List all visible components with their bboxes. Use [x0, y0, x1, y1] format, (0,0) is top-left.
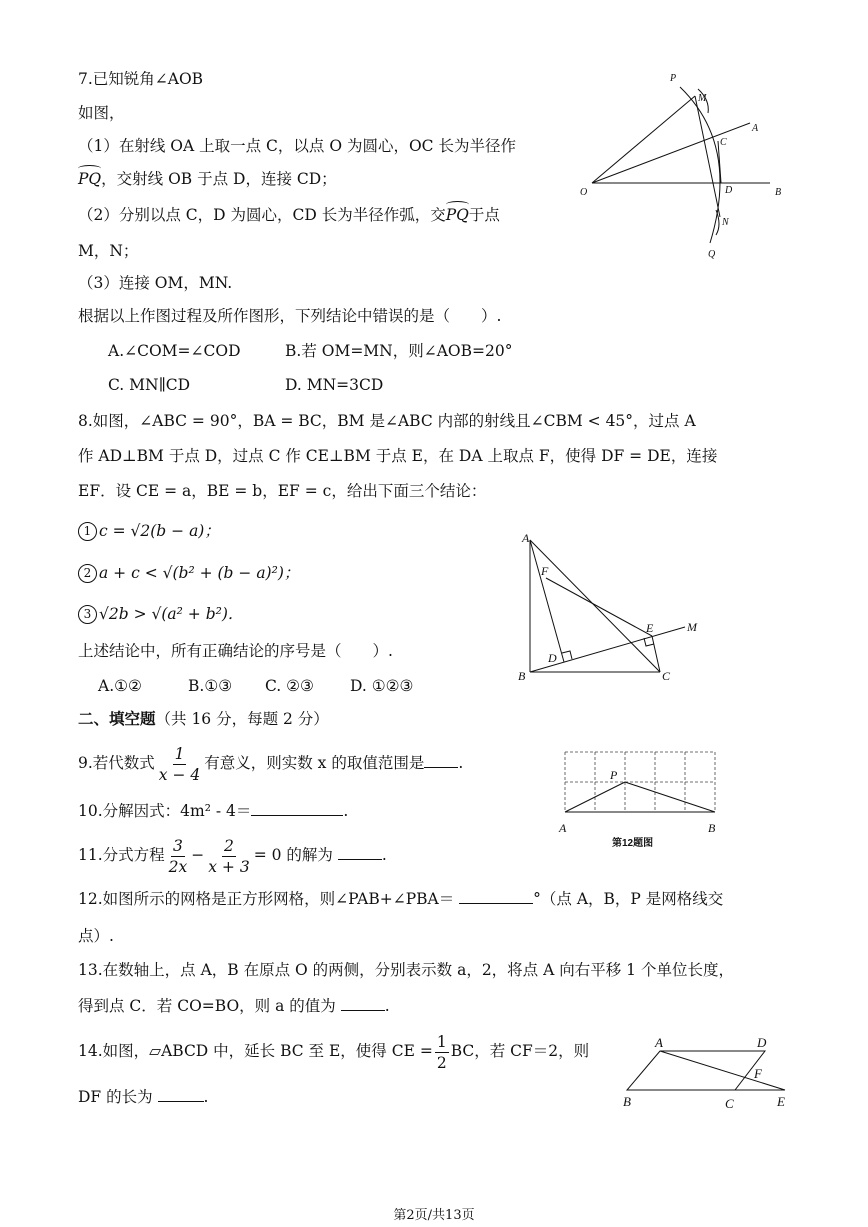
q12-figure-caption: 第12题图 — [612, 838, 654, 849]
segment-ce — [652, 636, 660, 672]
section-title: 二、填空题 — [78, 709, 156, 728]
q8-option-c: C. ②③ — [265, 677, 314, 695]
q11-answer-blank[interactable] — [338, 859, 382, 860]
label-m: M — [687, 620, 697, 634]
conclusion-number-2: 2 — [78, 564, 97, 583]
q7-arc-pq: PQ — [78, 170, 102, 188]
label-a: A — [522, 531, 530, 545]
label-b: B — [708, 821, 716, 835]
q7-step2b: 于点 — [468, 206, 500, 224]
grid-lines — [565, 752, 715, 812]
label-f: F — [754, 1066, 762, 1081]
label-n: N — [722, 217, 729, 228]
q11-denominator-1: 2x — [168, 857, 188, 876]
label-d: D — [548, 651, 557, 665]
q14-denominator: 2 — [436, 1053, 447, 1072]
segment-om — [592, 96, 695, 183]
label-a: A — [655, 1035, 663, 1050]
q7-intro: 如图， — [78, 104, 125, 122]
q12-answer-blank[interactable] — [459, 903, 533, 904]
section-note: （共 16 分，每题 2 分） — [155, 710, 329, 728]
q7-step1a: （1）在射线 OA 上取一点 C，以点 O 为圆心，OC 长为半径作 — [78, 137, 516, 155]
q11-fraction-1 — [167, 836, 190, 877]
q7-figure — [570, 65, 795, 265]
label-p: P — [670, 73, 677, 84]
arc-n — [716, 210, 719, 235]
q11-minus: − — [191, 846, 205, 864]
label-f: F — [541, 564, 549, 578]
label-p: P — [610, 768, 618, 782]
q8-conclusion-1 — [78, 520, 220, 542]
label-d: D — [757, 1035, 767, 1050]
q7-title: 7.已知锐角∠AOB — [78, 70, 204, 88]
label-m: M — [698, 93, 707, 104]
q11-fraction-2 — [206, 836, 251, 877]
q11 — [78, 834, 387, 877]
label-b: B — [518, 669, 526, 683]
q10-prefix: 10.分解因式：4m² - 4＝ — [78, 802, 252, 820]
label-b: B — [775, 187, 782, 198]
label-b: B — [623, 1094, 631, 1109]
q11-end: . — [381, 846, 387, 864]
q11-numerator-1: 3 — [173, 836, 183, 855]
q14-answer-blank[interactable] — [158, 1101, 204, 1102]
q7-step2c: M，N； — [78, 242, 139, 260]
q11-numerator-2: 2 — [224, 836, 234, 855]
q8-line1: 8.如图，∠ABC = 90°，BA = BC，BM 是∠ABC 内部的射线且∠CBM < 45°，过点 A — [78, 412, 696, 430]
ray-bm — [530, 627, 685, 672]
q7-step1b-line — [78, 168, 337, 190]
q8-conclusion-2 — [78, 562, 299, 584]
label-q: Q — [708, 249, 716, 260]
q14-line2-a: DF 的长为 — [78, 1088, 153, 1106]
conclusion-number-3: 3 — [78, 605, 97, 624]
q11-denominator-2: x + 3 — [208, 857, 250, 876]
q9-end: . — [458, 754, 464, 772]
segment-mn — [695, 96, 720, 217]
q7-option-c: C. MN∥CD — [108, 376, 191, 394]
section-heading — [78, 708, 329, 730]
q13-line1: 13.在数轴上，点 A，B 在原点 O 的两侧，分别表示数 a，2，将点 A 向右平移 1 个单位长度， — [78, 961, 734, 979]
label-e: E — [646, 621, 654, 635]
label-a: A — [559, 821, 567, 835]
q14-line2-b: . — [203, 1088, 209, 1106]
q8-option-a: A.①② — [98, 677, 142, 695]
q14-line2 — [78, 1086, 208, 1108]
q8-question: 上述结论中，所有正确结论的序号是（ ）. — [78, 642, 393, 660]
conclusion-1-text: c = √2(b − a)； — [99, 522, 220, 540]
q8-line3: EF．设 CE = a，BE = b，EF = c，给出下面三个结论： — [78, 482, 487, 500]
q7-option-b: B.若 OM=MN，则∠AOB=20° — [285, 342, 513, 360]
q7-step2a: （2）分别以点 C，D 为圆心，CD 长为半径作弧，交 — [78, 206, 446, 224]
q7-option-d: D. MN=3CD — [285, 376, 384, 394]
q8-option-b: B.①③ — [188, 677, 233, 695]
q10 — [78, 800, 348, 822]
q13-answer-blank[interactable] — [341, 1010, 385, 1011]
q14-numerator: 1 — [436, 1032, 447, 1051]
arc-pq — [680, 87, 720, 243]
label-c: C — [662, 669, 671, 683]
q13-line2-a: 得到点 C．若 CO=BO，则 a 的值为 — [78, 997, 336, 1015]
page-number: 第2页/共13页 — [393, 1208, 475, 1223]
conclusion-3-text: √2b > √(a² + b²)． — [99, 605, 244, 623]
q10-end: . — [343, 802, 349, 820]
label-o: O — [580, 187, 588, 198]
q8-conclusion-3 — [78, 603, 243, 625]
q7-step3: （3）连接 OM，MN. — [78, 274, 233, 292]
label-d: D — [725, 185, 733, 196]
q8-figure — [510, 528, 710, 688]
q9-answer-blank[interactable] — [424, 767, 458, 768]
q13-line2-b: . — [384, 997, 390, 1015]
q11-equation-tail: = 0 的解为 — [253, 846, 333, 864]
q14-figure — [615, 1033, 795, 1113]
q7-option-a: A.∠COM=∠COD — [108, 342, 241, 360]
segment-ef — [546, 578, 652, 636]
q12-line1-b: °（点 A，B，P 是网格线交 — [533, 890, 724, 908]
q8-line2: 作 AD⊥BM 于点 D，过点 C 作 CE⊥BM 于点 E，在 DA 上取点 F，使得 DF = DE，连接 — [78, 447, 718, 465]
q9-numerator: 1 — [174, 744, 185, 763]
segment-pb — [625, 782, 715, 812]
conclusion-2-text: a + c < √(b² + (b − a)²)； — [99, 564, 300, 582]
q7-arc-pq-2: PQ — [445, 206, 469, 224]
q9 — [78, 742, 463, 785]
label-c: C — [720, 137, 727, 148]
q9-fraction — [157, 744, 202, 785]
label-e: E — [777, 1094, 785, 1109]
q9-prefix: 9.若代数式 — [78, 754, 155, 772]
q12-line2: 点）. — [78, 927, 114, 945]
q14-line1 — [78, 1030, 589, 1073]
q12-line1 — [78, 888, 723, 910]
q8-option-d: D. ①②③ — [350, 677, 414, 695]
conclusion-number-1: 1 — [78, 522, 97, 541]
q7-question: 根据以上作图过程及所作图形，下列结论中错误的是（ ）. — [78, 307, 502, 325]
q10-answer-blank[interactable] — [251, 815, 343, 816]
q12-line1-a: 12.如图所示的网格是正方形网格，则∠PAB+∠PBA＝ — [78, 890, 455, 908]
q13-line2 — [78, 995, 390, 1017]
label-a: A — [752, 123, 759, 134]
q12-figure — [555, 748, 725, 853]
q7-step2-line — [78, 204, 500, 226]
q14-prefix: 14.如图，▱ABCD 中，延长 BC 至 E，使得 CE = — [78, 1042, 433, 1060]
q9-suffix: 有意义，则实数 x 的取值范围是 — [204, 754, 425, 772]
segment-ad — [530, 540, 564, 662]
label-c: C — [725, 1096, 734, 1111]
q14-mid: BC，若 CF＝2，则 — [450, 1042, 590, 1060]
q9-denominator: x − 4 — [158, 765, 201, 784]
q7-step1b: ，交射线 OB 于点 D，连接 CD； — [101, 170, 337, 188]
ray-oa — [592, 123, 750, 183]
segment-ae — [660, 1051, 785, 1090]
q14-fraction — [435, 1032, 449, 1073]
q11-prefix: 11.分式方程 — [78, 846, 165, 864]
parallelogram-abcd — [627, 1051, 765, 1090]
right-angle-d — [562, 651, 572, 659]
